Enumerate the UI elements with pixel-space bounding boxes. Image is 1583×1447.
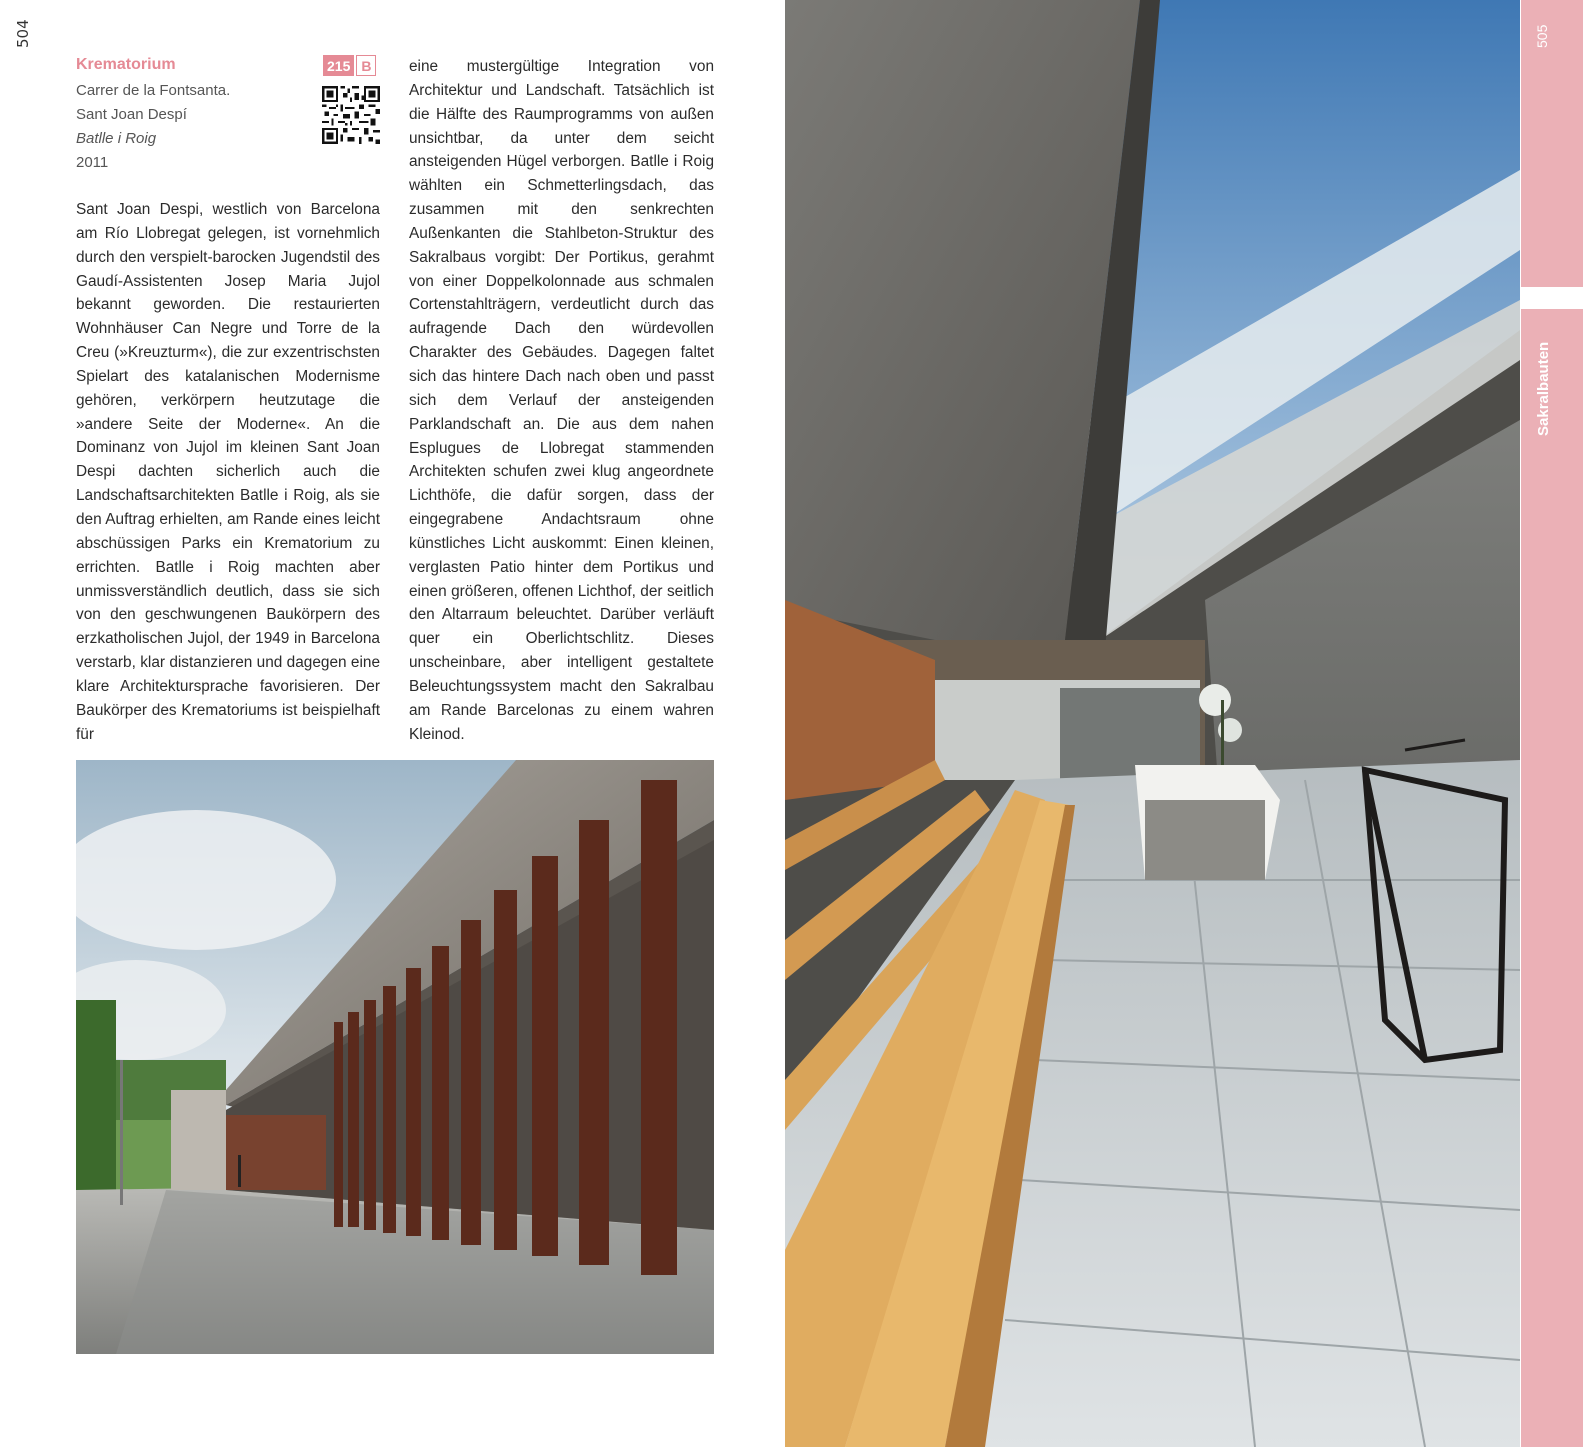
- section-tab: [1521, 0, 1583, 1447]
- address-line-2: Sant Joan Despí: [76, 106, 187, 123]
- section-tab-divider: [1521, 287, 1583, 309]
- qr-code-icon[interactable]: [322, 86, 380, 144]
- badge-number: 215: [323, 55, 354, 76]
- crematorium-exterior-photo: [76, 760, 714, 1354]
- map-reference-badge: [323, 55, 376, 76]
- body-text-column-2: eine mustergültige Integration von Architektur und Landschaft. Tatsächlich ist die Hälfte des Raumprogramms von außen unsichtbar, da unter dem seicht ansteigenden Hügel verborgen. Batlle i Roig wählten ein Schmetterlingsdach, das zusammen mit den senkrechten Außenkanten die Stahlbeton-Struktur des Sakralbaus vorgibt: Der Portikus, gerahmt von einer Doppelkolonnade aus schmalen Cortenstahlträgern, verdeutlicht durch das aufragende Dach den würdevollen Charakter des Gebäudes. Dagegen faltet sich das hintere Dach nach oben und passt sich dem Verlauf der ansteigenden Parklandschaft an. Die aus dem nahen Esplugues de Llobregat stammenden Architekten schufen zwei klug angeordnete Lichthöfe, die dafür sorgen, dass der eingegrabene Andachtsraum ohne künstliches Licht auskommt: Einen kleinen, verglasten Patio hinter dem Portikus und einen größeren, offenen Lichthof, der seitlich den Altarraum beleuchtet. Darüber verläuft quer ein Oberlichtschlitz. Dieses unscheinbare, aber intelligent gestaltete Beleuchtungssystem macht den Sakralbau am Rande Barcelonas zu einem wahren Kleinod.: [409, 58, 714, 743]
- page-number-right: 505: [1534, 24, 1550, 48]
- entry-title: Krematorium: [76, 56, 176, 73]
- entry-address: [76, 79, 230, 175]
- body-text-column-1: Sant Joan Despi, westlich von Barcelona am Río Llobregat gelegen, ist vornehmlich durch den verspielt-barocken Jugendstil des Gaudí-Assistenten Josep Maria Jujol bekannt geworden. Die restaurierten Wohnhäuser Can Negre und Torre de la Creu (»Kreuzturm«), die zur exzentrischsten Spielart des katalanischen Modernisme gehören, verkörpern heutzutage die »andere Seite der Moderne«. An die Dominanz von Jujol im kleinen Sant Joan Despi dachten sicherlich auch die Landschaftsarchitekten Batlle i Roig, als sie den Auftrag erhielten, am Rande eines leicht abschüssigen Parks ein Krematorium zu errichten. Batlle i Roig machten aber unmissverständlich deutlich, dass sie sich von den geschwungenen Baukörpern des erzkatholischen Jujol, der 1949 in Barcelona verstarb, klar distanzieren und dagegen eine klare Architektursprache favorisieren. Der Baukörper des Krematoriums ist beispielhaft für: [76, 201, 380, 743]
- crematorium-interior-photo: [785, 0, 1520, 1447]
- year: 2011: [76, 154, 109, 171]
- address-line-1: Carrer de la Fontsanta.: [76, 82, 231, 99]
- badge-letter: B: [356, 55, 376, 76]
- section-tab-label[interactable]: Sakralbauten: [1535, 341, 1552, 436]
- page-number-left: 504: [14, 19, 32, 48]
- architect-name: Batlle i Roig: [76, 130, 157, 147]
